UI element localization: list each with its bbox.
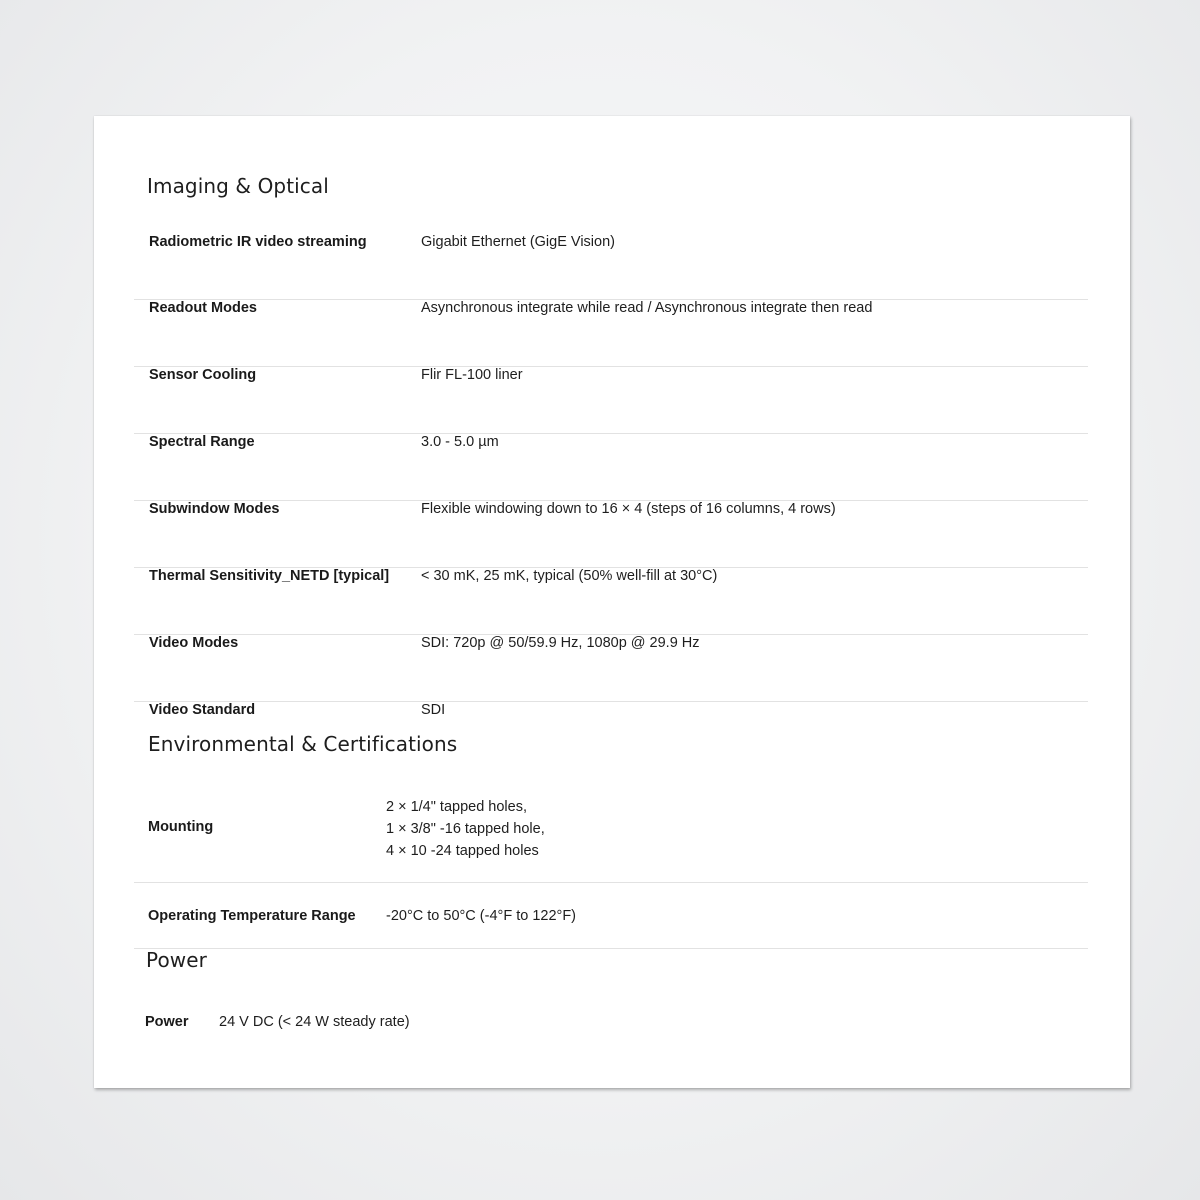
- section-title-imaging: Imaging & Optical: [147, 174, 329, 198]
- spec-row-spectral-range: [134, 434, 1088, 501]
- spec-label: Sensor Cooling: [149, 367, 257, 383]
- spec-value: Flir FL-100 liner: [421, 367, 523, 383]
- environmental-spec-table: [134, 796, 1088, 949]
- spec-value-line: 4 × 10 -24 tapped holes: [386, 843, 539, 859]
- spec-value: SDI: [421, 702, 446, 718]
- spec-row-thermal-sensitivity: [134, 568, 1088, 635]
- spec-value-line: 2 × 1/4" tapped holes,: [386, 799, 527, 815]
- spec-label: Thermal Sensitivity_NETD [typical]: [149, 568, 390, 584]
- spec-row-power: [134, 1014, 1088, 1038]
- spec-label: Subwindow Modes: [149, 501, 280, 517]
- spec-value: Asynchronous integrate while read / Asynchronous integrate then read: [421, 300, 873, 316]
- spec-label: Radiometric IR video streaming: [149, 234, 367, 250]
- spec-label: Mounting: [148, 819, 214, 835]
- spec-value-line: 1 × 3/8" -16 tapped hole,: [386, 821, 545, 837]
- section-title-power: Power: [146, 948, 207, 972]
- spec-card: [94, 116, 1130, 1088]
- spec-value: -20°C to 50°C (-4°F to 122°F): [386, 908, 577, 924]
- spec-row-video-standard: [134, 702, 1088, 726]
- spec-row-operating-temperature: [134, 883, 1088, 949]
- spec-row-subwindow-modes: [134, 501, 1088, 568]
- spec-row-sensor-cooling: [134, 367, 1088, 434]
- power-spec-table: [134, 1014, 1088, 1038]
- spec-label: Operating Temperature Range: [148, 908, 356, 924]
- spec-value: 24 V DC (< 24 W steady rate): [219, 1014, 410, 1030]
- imaging-spec-table: [134, 234, 1088, 726]
- spec-row-readout-modes: [134, 300, 1088, 367]
- spec-label: Video Modes: [149, 635, 239, 651]
- spec-label: Power: [145, 1014, 189, 1030]
- spec-label: Spectral Range: [149, 434, 255, 450]
- spec-value: 3.0 - 5.0 µm: [421, 434, 499, 450]
- spec-label: Readout Modes: [149, 300, 257, 316]
- spec-value-list: [386, 796, 545, 862]
- spec-row-video-modes: [134, 635, 1088, 702]
- spec-value: Gigabit Ethernet (GigE Vision): [421, 234, 615, 250]
- spec-value: < 30 mK, 25 mK, typical (50% well-fill at 30°C): [421, 568, 718, 584]
- spec-row-mounting: [134, 796, 1088, 883]
- spec-label: Video Standard: [149, 702, 256, 718]
- spec-value: SDI: 720p @ 50/59.9 Hz, 1080p @ 29.9 Hz: [421, 635, 700, 651]
- spec-row-radiometric-streaming: [134, 234, 1088, 300]
- section-title-environmental: Environmental & Certifications: [148, 732, 458, 756]
- spec-value: Flexible windowing down to 16 × 4 (steps of 16 columns, 4 rows): [421, 501, 836, 517]
